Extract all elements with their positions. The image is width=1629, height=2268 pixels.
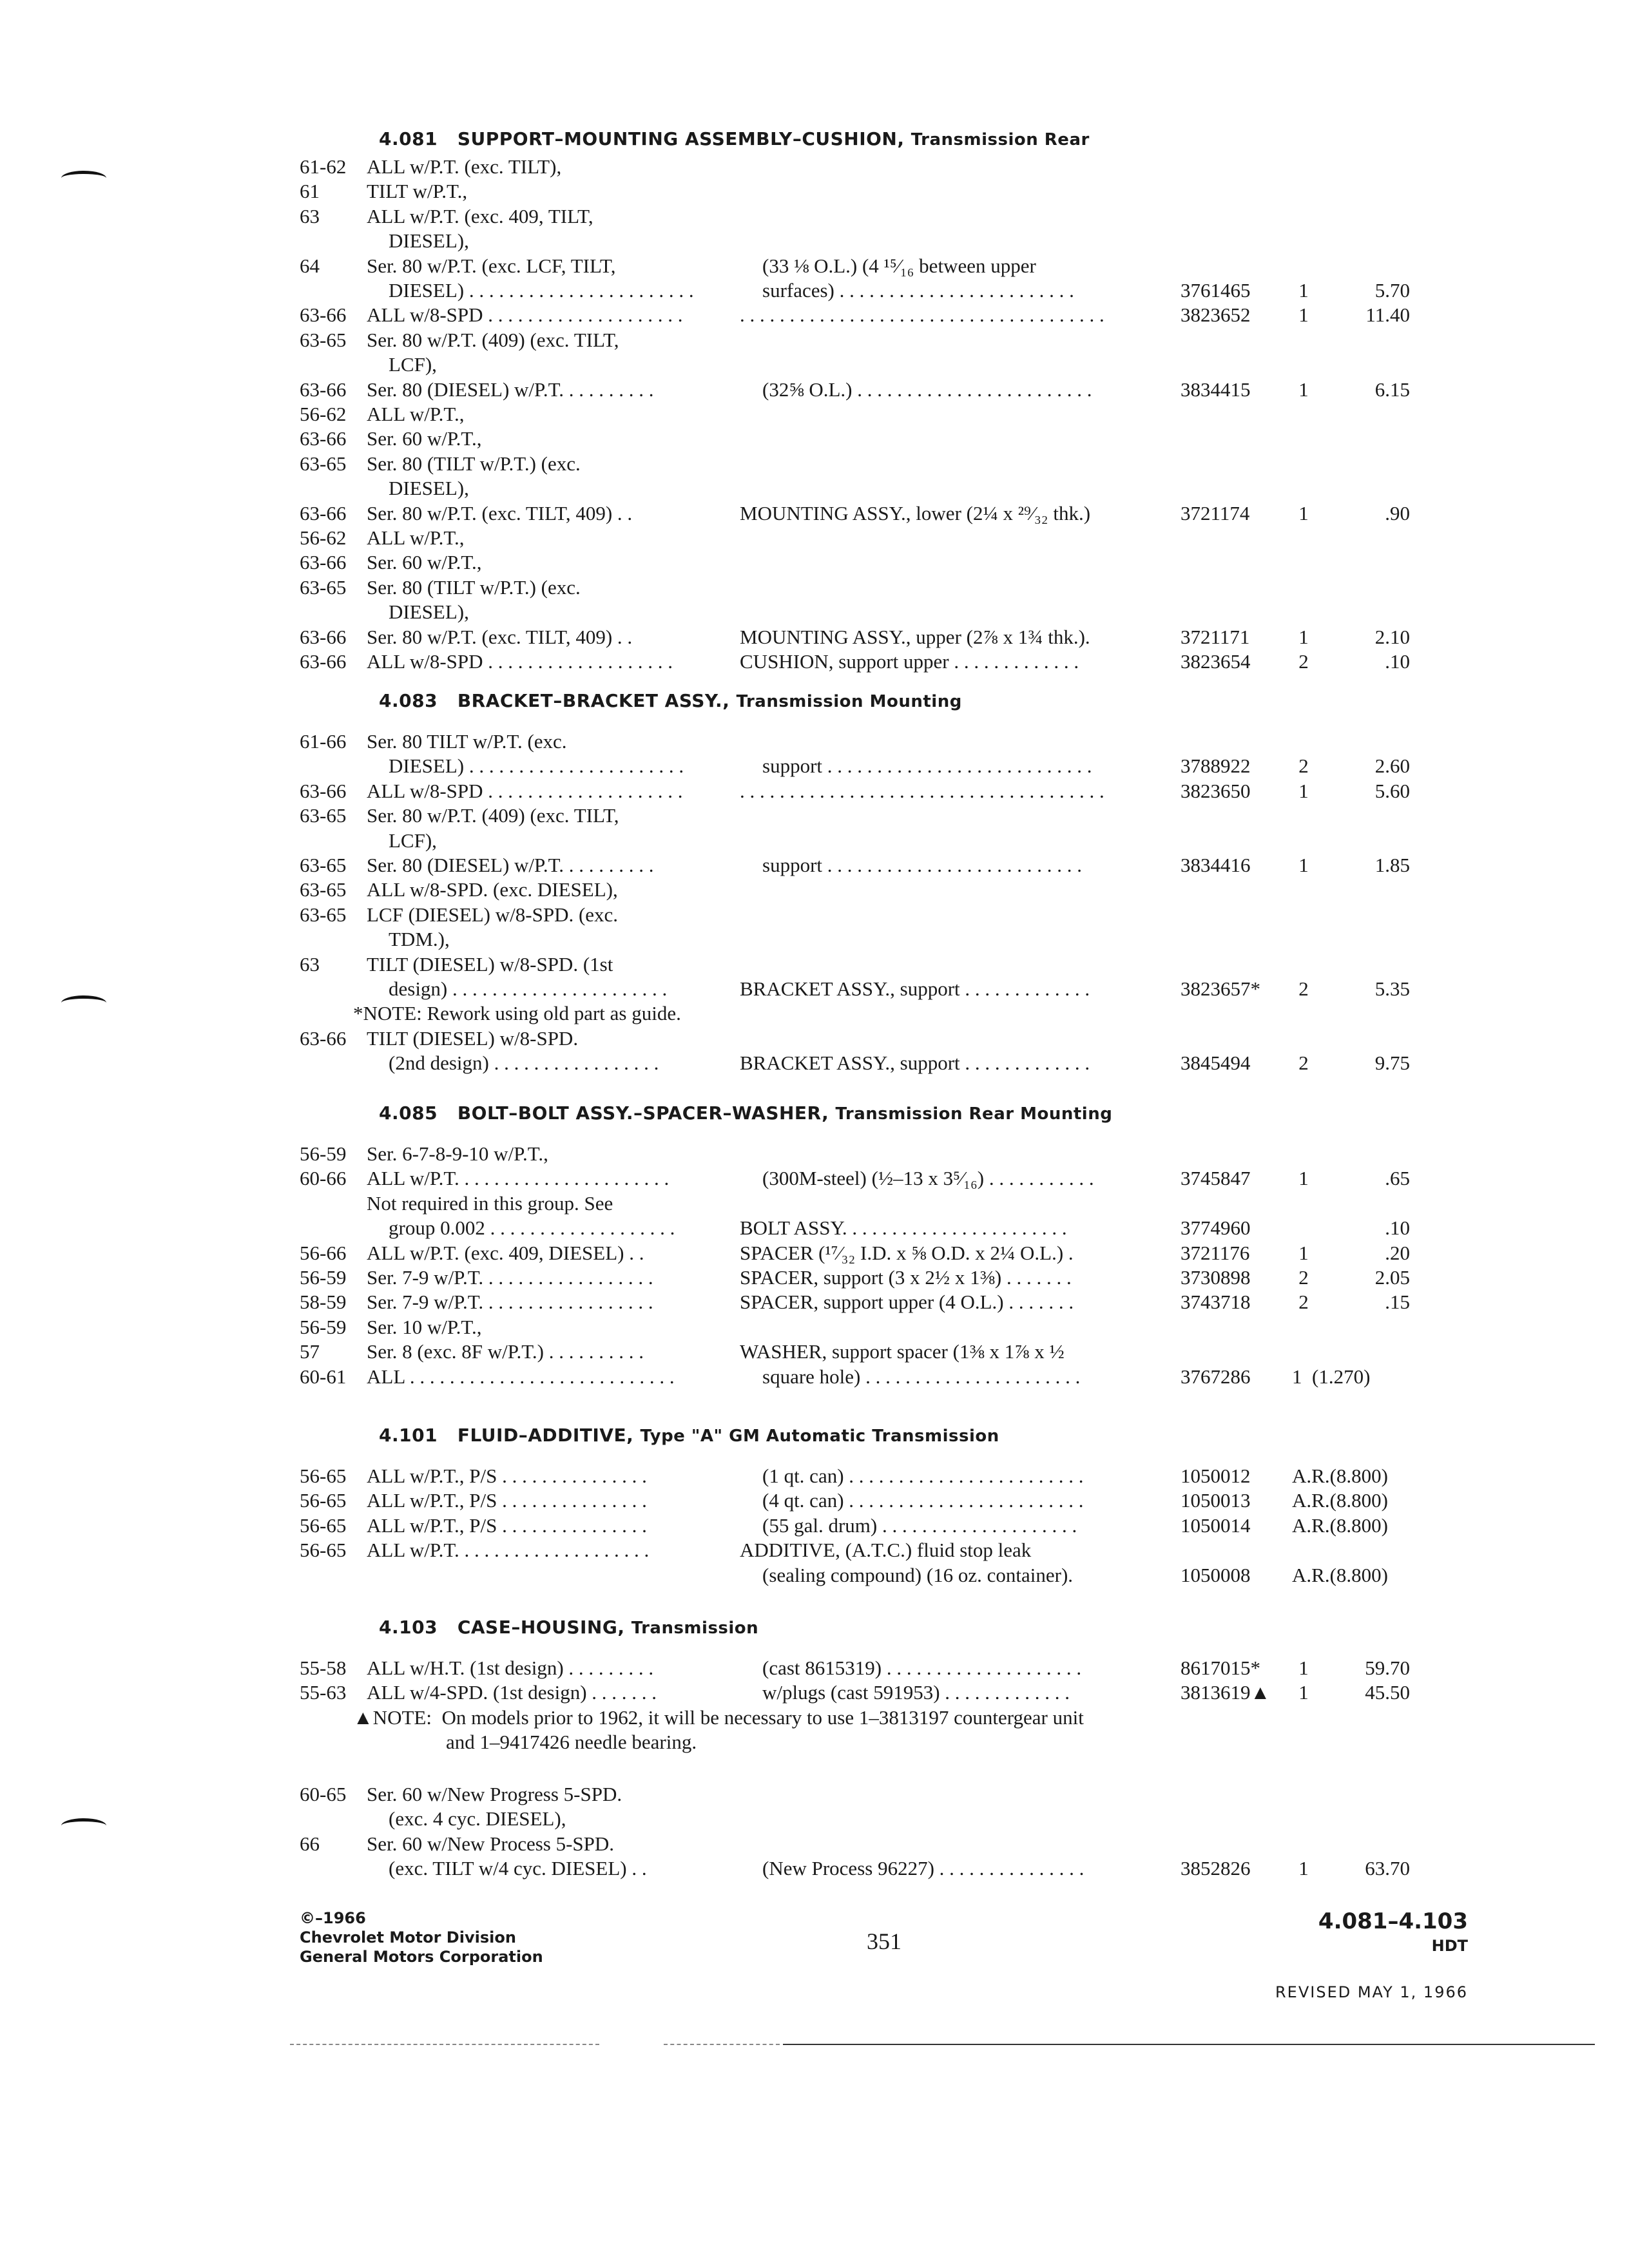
quantity: 2 xyxy=(1298,754,1309,778)
model-years: 61-66 xyxy=(300,730,347,753)
model-years: 56-65 xyxy=(300,1465,347,1487)
model-years: 63-65 xyxy=(300,575,347,599)
part-description: (1 qt. can) . . . . . . . . . . . . . . . . . . . . . . . . xyxy=(762,1465,1084,1487)
price: 45.50 xyxy=(1365,1681,1410,1704)
part-description: (cast 8615319) . . . . . . . . . . . . . . . . . . . . xyxy=(762,1657,1082,1679)
part-number: 3774960 xyxy=(1181,1216,1251,1240)
part-description: WASHER, support spacer (1⅜ x 1⅞ x ½ xyxy=(740,1340,1065,1363)
model-years: 63-66 xyxy=(300,501,347,524)
corporation-name: General Motors Corporation xyxy=(300,1948,543,1966)
division-name: Chevrolet Motor Division xyxy=(300,1928,516,1946)
application: Ser. 7-9 w/P.T. . . . . . . . . . . . . . . . . . xyxy=(367,1266,653,1289)
model-years: 63-65 xyxy=(300,878,347,901)
application: ALL w/P.T., xyxy=(367,403,465,425)
application: group 0.002 . . . . . . . . . . . . . . . . . . . xyxy=(389,1216,675,1240)
part-description: BOLT ASSY. . . . . . . . . . . . . . . . . . . . . . . xyxy=(740,1216,1067,1240)
price: .90 xyxy=(1385,501,1410,524)
model-years: 56-62 xyxy=(300,526,347,549)
application: Ser. 7-9 w/P.T. . . . . . . . . . . . . . . . . . xyxy=(367,1291,653,1314)
part-number: 3852826 xyxy=(1181,1857,1251,1880)
application: (2nd design) . . . . . . . . . . . . . . . . . xyxy=(389,1052,659,1075)
part-number: 3823657* xyxy=(1181,977,1260,1000)
part-description: SPACER, support upper (4 O.L.) . . . . . . . xyxy=(740,1291,1074,1314)
application: TILT (DIESEL) w/8-SPD. (1st xyxy=(367,952,613,975)
copyright: ©–1966 xyxy=(300,1909,366,1927)
application: ALL w/H.T. (1st design) . . . . . . . . . xyxy=(367,1657,654,1679)
part-number: 3834416 xyxy=(1181,854,1251,876)
part-number: 3767286 xyxy=(1181,1365,1251,1388)
part-description: (New Process 96227) . . . . . . . . . . . . . . . xyxy=(762,1857,1084,1880)
quantity: 2 xyxy=(1298,650,1309,673)
part-number: 3761465 xyxy=(1181,279,1251,302)
application: ALL w/4-SPD. (1st design) . . . . . . . xyxy=(367,1681,657,1704)
application: LCF), xyxy=(389,829,437,852)
price: 5.35 xyxy=(1374,977,1410,1000)
section-title: SUPPORT–MOUNTING ASSEMBLY–CUSHION, xyxy=(457,128,905,149)
application: (exc. TILT w/4 cyc. DIESEL) . . xyxy=(389,1857,647,1880)
part-number: 3788922 xyxy=(1181,754,1251,778)
part-number: 3745847 xyxy=(1181,1167,1251,1190)
section-heading xyxy=(379,1424,999,1448)
application: ALL w/P.T. . . . . . . . . . . . . . . . . . . . . . xyxy=(367,1167,670,1190)
part-description: (4 qt. can) . . . . . . . . . . . . . . . . . . . . . . . . xyxy=(762,1489,1084,1512)
model-years: 55-58 xyxy=(300,1657,347,1679)
model-years: 63-65 xyxy=(300,328,347,351)
section-heading xyxy=(379,689,962,713)
quantity: 1 xyxy=(1298,1241,1309,1264)
price: 59.70 xyxy=(1365,1657,1410,1679)
part-description: w/plugs (cast 591953) . . . . . . . . . . . . . xyxy=(762,1681,1070,1704)
part-number: 1050013 xyxy=(1181,1489,1251,1512)
section-subtitle: Transmission Mounting xyxy=(736,692,962,711)
section-subtitle: Transmission Rear Mounting xyxy=(835,1104,1113,1124)
quantity: 1 xyxy=(1298,854,1309,876)
model-years: 63-66 xyxy=(300,1026,347,1050)
part-number: 3743718 xyxy=(1181,1291,1251,1314)
price: 6.15 xyxy=(1374,378,1410,401)
part-number: 3721171 xyxy=(1181,625,1250,648)
application: DIESEL) . . . . . . . . . . . . . . . . . . . . . . xyxy=(389,754,684,778)
catalog-code: HDT xyxy=(1431,1937,1468,1955)
application: Ser. 80 w/P.T. (exc. TILT, 409) . . xyxy=(367,625,633,648)
section-number: 4.085 xyxy=(379,1102,438,1124)
application: (exc. 4 cyc. DIESEL), xyxy=(389,1807,566,1831)
part-description: ADDITIVE, (A.T.C.) fluid stop leak xyxy=(740,1539,1032,1562)
application: Ser. 80 TILT w/P.T. (exc. xyxy=(367,730,567,753)
part-description: (33 ⅛ O.L.) (4 ¹⁵⁄₁₆ between upper xyxy=(762,254,1036,277)
price: 2.60 xyxy=(1374,754,1410,778)
part-description: (55 gal. drum) . . . . . . . . . . . . . . . . . . . . xyxy=(762,1514,1077,1537)
part-number: 3813619▲ xyxy=(1181,1681,1271,1704)
price: 9.75 xyxy=(1374,1052,1410,1075)
application: ALL w/8-SPD . . . . . . . . . . . . . . . . . . . . xyxy=(367,303,683,327)
application: ALL . . . . . . . . . . . . . . . . . . . . . . . . . . . xyxy=(367,1365,675,1388)
model-years: 61-62 xyxy=(300,155,347,178)
model-years: 63-66 xyxy=(300,625,347,648)
application: ALL w/P.T. (exc. 409, TILT, xyxy=(367,204,593,227)
model-years: 55-63 xyxy=(300,1681,347,1704)
part-number: 8617015* xyxy=(1181,1657,1260,1679)
application: LCF), xyxy=(389,353,437,376)
part-description: SPACER, support (3 x 2½ x 1⅜) . . . . . . . xyxy=(740,1266,1072,1289)
application: TILT (DIESEL) w/8-SPD. xyxy=(367,1026,579,1050)
quantity: 1 xyxy=(1298,279,1309,302)
part-description: support . . . . . . . . . . . . . . . . . . . . . . . . . . . xyxy=(762,754,1092,778)
model-years: 63-65 xyxy=(300,903,347,926)
price: .20 xyxy=(1385,1241,1410,1264)
part-description: CUSHION, support upper . . . . . . . . . . . . . xyxy=(740,650,1079,673)
part-description: (sealing compound) (16 oz. container). xyxy=(762,1563,1074,1586)
price: .10 xyxy=(1385,650,1410,673)
quantity: 1 xyxy=(1298,779,1309,802)
application: Ser. 60 w/New Progress 5-SPD. xyxy=(367,1782,622,1805)
model-years: 63-66 xyxy=(300,427,347,450)
quantity-price: A.R.(8.800) xyxy=(1292,1514,1388,1537)
model-years: 63-66 xyxy=(300,303,347,327)
application: design) . . . . . . . . . . . . . . . . . . . . . . xyxy=(389,977,668,1000)
application: ALL w/8-SPD . . . . . . . . . . . . . . . . . . . xyxy=(367,650,673,673)
model-years: 58-59 xyxy=(300,1291,347,1314)
model-years: 63-65 xyxy=(300,854,347,876)
quantity: 1 xyxy=(1298,1657,1309,1679)
application: Ser. 80 w/P.T. (exc. LCF, TILT, xyxy=(367,254,616,277)
part-description: support . . . . . . . . . . . . . . . . . . . . . . . . . . xyxy=(762,854,1082,876)
application: Ser. 60 w/P.T., xyxy=(367,427,482,450)
part-description: . . . . . . . . . . . . . . . . . . . . . . . . . . . . . . . . . . . . . xyxy=(740,303,1104,327)
part-number: 1050014 xyxy=(1181,1514,1251,1537)
part-number: 3823654 xyxy=(1181,650,1251,673)
part-number: 1050012 xyxy=(1181,1465,1251,1487)
quantity: 1 xyxy=(1298,303,1309,327)
application: ALL w/P.T. (exc. 409, DIESEL) . . xyxy=(367,1241,644,1264)
quantity: 2 xyxy=(1298,1266,1309,1289)
part-number: 1050008 xyxy=(1181,1563,1251,1586)
price: 5.70 xyxy=(1374,279,1410,302)
price: .15 xyxy=(1385,1291,1410,1314)
model-years: 56-65 xyxy=(300,1514,347,1537)
faint-rule xyxy=(290,2044,599,2045)
application: ALL w/P.T., P/S . . . . . . . . . . . . . . . xyxy=(367,1489,647,1512)
section-subtitle: Transmission Rear xyxy=(911,130,1090,149)
section-subtitle: Transmission xyxy=(631,1619,759,1638)
model-years: 63 xyxy=(300,952,320,975)
note-text: *NOTE: Rework using old part as guide. xyxy=(353,1002,681,1025)
model-years: 63 xyxy=(300,204,320,227)
section-title: BOLT–BOLT ASSY.–SPACER–WASHER, xyxy=(457,1102,829,1124)
part-number: 3730898 xyxy=(1181,1266,1251,1289)
group-range: 4.081–4.103 xyxy=(1318,1908,1468,1934)
application: ALL w/P.T., P/S . . . . . . . . . . . . . . . xyxy=(367,1514,647,1537)
quantity: 1 xyxy=(1298,1681,1309,1704)
price: .10 xyxy=(1385,1216,1410,1240)
model-years: 60-61 xyxy=(300,1365,347,1388)
application: ALL w/P.T., P/S . . . . . . . . . . . . . . . xyxy=(367,1465,647,1487)
punch-hole-mark xyxy=(61,995,106,1010)
part-number: 3721174 xyxy=(1181,501,1250,524)
model-years: 63-66 xyxy=(300,779,347,802)
price: .65 xyxy=(1385,1167,1410,1190)
part-description: surfaces) . . . . . . . . . . . . . . . . . . . . . . . . xyxy=(762,279,1074,302)
application: DIESEL), xyxy=(389,601,469,624)
model-years: 56-59 xyxy=(300,1142,347,1165)
page-number: 351 xyxy=(867,1928,901,1954)
application: ALL w/P.T. . . . . . . . . . . . . . . . . . . . xyxy=(367,1539,650,1562)
section-heading xyxy=(379,1616,758,1640)
quantity: 1 xyxy=(1298,501,1309,524)
price: 2.05 xyxy=(1374,1266,1410,1289)
application: ALL w/P.T., xyxy=(367,526,465,549)
model-years: 56-59 xyxy=(300,1266,347,1289)
quantity: 1 xyxy=(1298,1167,1309,1190)
part-description: (32⅝ O.L.) . . . . . . . . . . . . . . . . . . . . . . . . xyxy=(762,378,1092,401)
punch-hole-mark xyxy=(61,1818,106,1833)
application: Ser. 60 w/P.T., xyxy=(367,551,482,574)
application: Ser. 80 (DIESEL) w/P.T. . . . . . . . . . xyxy=(367,378,654,401)
application: LCF (DIESEL) w/8-SPD. (exc. xyxy=(367,903,619,926)
application: Not required in this group. See xyxy=(367,1191,613,1215)
application: Ser. 80 (DIESEL) w/P.T. . . . . . . . . . xyxy=(367,854,654,876)
part-description: square hole) . . . . . . . . . . . . . . . . . . . . . . xyxy=(762,1365,1081,1388)
price: 1.85 xyxy=(1374,854,1410,876)
application: DIESEL), xyxy=(389,477,469,500)
section-title: BRACKET–BRACKET ASSY., xyxy=(457,690,730,711)
application: Ser. 6-7-8-9-10 w/P.T., xyxy=(367,1142,548,1165)
application: ALL w/8-SPD . . . . . . . . . . . . . . . . . . . . xyxy=(367,779,683,802)
application: ALL w/P.T. (exc. TILT), xyxy=(367,155,562,178)
model-years: 63-66 xyxy=(300,650,347,673)
section-number: 4.083 xyxy=(379,690,438,711)
model-years: 56-65 xyxy=(300,1539,347,1562)
note-text: and 1–9417426 needle bearing. xyxy=(446,1731,697,1754)
part-description: SPACER (¹⁷⁄₃₂ I.D. x ⅝ O.D. x 2¼ O.L.) . xyxy=(740,1241,1074,1264)
application: Ser. 60 w/New Process 5-SPD. xyxy=(367,1832,615,1855)
note-text: ▲NOTE: On models prior to 1962, it will be necessary to use 1–3813197 countergear unit xyxy=(353,1706,1084,1729)
application: DIESEL), xyxy=(389,229,469,253)
model-years: 63-65 xyxy=(300,804,347,827)
part-description: BRACKET ASSY., support . . . . . . . . . . . . . xyxy=(740,1052,1090,1075)
application: TILT w/P.T., xyxy=(367,180,468,203)
quantity-price: 1 (1.270) xyxy=(1292,1365,1371,1388)
quantity: 1 xyxy=(1298,378,1309,401)
model-years: 56-65 xyxy=(300,1489,347,1512)
application: Ser. 80 w/P.T. (409) (exc. TILT, xyxy=(367,328,619,351)
price: 5.60 xyxy=(1374,779,1410,802)
quantity: 2 xyxy=(1298,1052,1309,1075)
application: TDM.), xyxy=(389,928,450,951)
quantity-price: A.R.(8.800) xyxy=(1292,1465,1388,1487)
punch-hole-mark xyxy=(61,171,106,186)
bottom-rule xyxy=(783,2044,1595,2045)
application: DIESEL) . . . . . . . . . . . . . . . . . . . . . . . xyxy=(389,279,694,302)
model-years: 60-65 xyxy=(300,1782,347,1805)
model-years: 64 xyxy=(300,254,320,277)
price: 11.40 xyxy=(1365,303,1410,327)
quantity xyxy=(1289,1216,1318,1240)
part-number: 3834415 xyxy=(1181,378,1251,401)
model-years: 60-66 xyxy=(300,1167,347,1190)
section-title: FLUID–ADDITIVE, xyxy=(457,1425,634,1446)
faint-rule xyxy=(664,2044,780,2045)
model-years: 56-59 xyxy=(300,1315,347,1338)
application: ALL w/8-SPD. (exc. DIESEL), xyxy=(367,878,618,901)
application: Ser. 8 (exc. 8F w/P.T.) . . . . . . . . . . xyxy=(367,1340,644,1363)
model-years: 56-66 xyxy=(300,1241,347,1264)
price: 63.70 xyxy=(1365,1857,1410,1880)
section-heading xyxy=(379,1102,1112,1126)
quantity: 1 xyxy=(1298,625,1309,648)
model-years: 63-65 xyxy=(300,452,347,475)
model-years: 63-66 xyxy=(300,551,347,574)
quantity: 1 xyxy=(1298,1857,1309,1880)
model-years: 56-62 xyxy=(300,403,347,425)
application: Ser. 80 w/P.T. (exc. TILT, 409) . . xyxy=(367,501,633,524)
section-number: 4.101 xyxy=(379,1425,438,1446)
part-number: 3823652 xyxy=(1181,303,1251,327)
application: Ser. 80 w/P.T. (409) (exc. TILT, xyxy=(367,804,619,827)
part-number: 3845494 xyxy=(1181,1052,1251,1075)
application: Ser. 10 w/P.T., xyxy=(367,1315,482,1338)
part-number: 3823650 xyxy=(1181,779,1251,802)
part-description: MOUNTING ASSY., upper (2⅞ x 1¾ thk.). xyxy=(740,625,1090,648)
model-years: 63-66 xyxy=(300,378,347,401)
price: 2.10 xyxy=(1374,625,1410,648)
quantity-price: A.R.(8.800) xyxy=(1292,1563,1388,1586)
section-number: 4.081 xyxy=(379,128,438,149)
model-years: 61 xyxy=(300,180,320,203)
revised-date: REVISED MAY 1, 1966 xyxy=(1275,1983,1468,2001)
application: Ser. 80 (TILT w/P.T.) (exc. xyxy=(367,575,581,599)
quantity-price: A.R.(8.800) xyxy=(1292,1489,1388,1512)
part-description: . . . . . . . . . . . . . . . . . . . . . . . . . . . . . . . . . . . . . xyxy=(740,779,1104,802)
part-description: MOUNTING ASSY., lower (2¼ x ²⁹⁄₃₂ thk.) xyxy=(740,501,1091,524)
section-number: 4.103 xyxy=(379,1617,438,1638)
application: Ser. 80 (TILT w/P.T.) (exc. xyxy=(367,452,581,475)
section-subtitle: Type "A" GM Automatic Transmission xyxy=(640,1427,999,1446)
quantity: 2 xyxy=(1298,1291,1309,1314)
section-title: CASE–HOUSING, xyxy=(457,1617,625,1638)
section-heading xyxy=(379,128,1090,151)
part-description: BRACKET ASSY., support . . . . . . . . . . . . . xyxy=(740,977,1090,1000)
quantity: 2 xyxy=(1298,977,1309,1000)
model-years: 66 xyxy=(300,1832,320,1855)
model-years: 57 xyxy=(300,1340,320,1363)
part-description: (300M-steel) (½–13 x 3⁵⁄₁₆) . . . . . . . . . . . xyxy=(762,1167,1094,1190)
part-number: 3721176 xyxy=(1181,1241,1250,1264)
